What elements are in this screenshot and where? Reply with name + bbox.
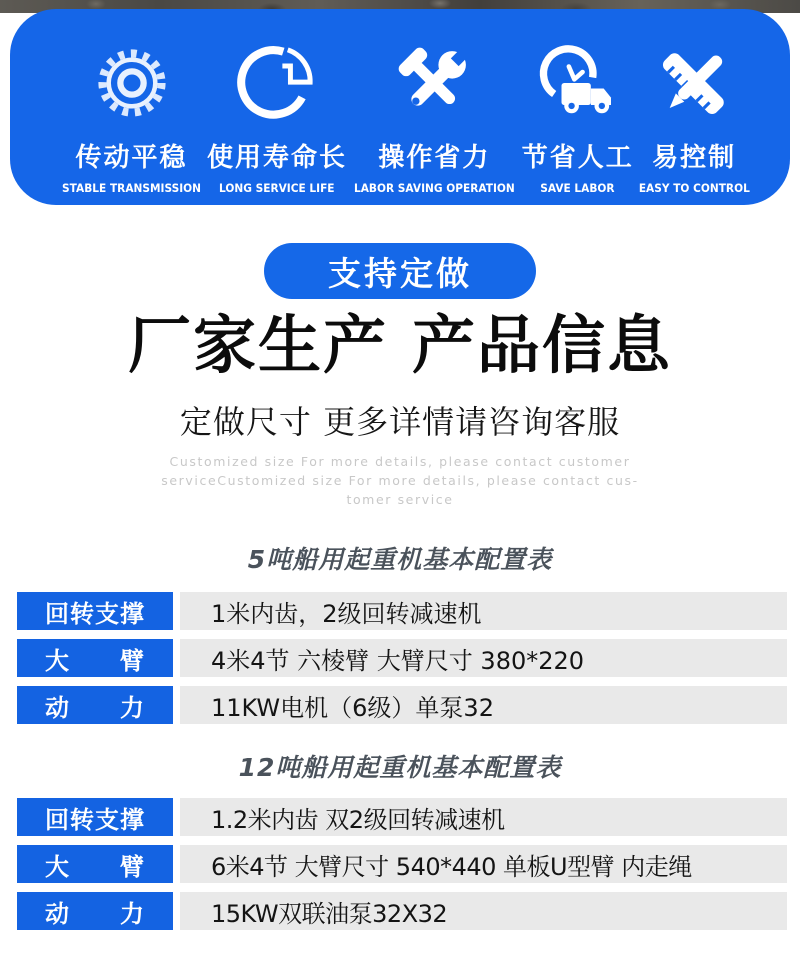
pie-chart-icon <box>234 41 320 125</box>
spec-table-5t <box>0 592 800 724</box>
table-row <box>17 845 787 883</box>
feature-save-labor <box>522 41 634 195</box>
table-title-12t: 12吨船用起重机基本配置表 <box>238 753 562 783</box>
feature-subtitle: LABOR SAVING OPERATION <box>354 181 515 195</box>
row-label: 回转支撑 <box>17 798 173 836</box>
feature-easy-to-control <box>634 41 755 195</box>
row-value: 6米4节 大臂尺寸 540*440 单板U型臂 内走绳 <box>180 845 787 883</box>
spec-table-12t <box>0 798 800 930</box>
features-banner <box>10 9 790 205</box>
table-row <box>17 892 787 930</box>
row-label: 大 臂 <box>17 639 173 677</box>
row-label: 大 臂 <box>17 845 173 883</box>
note-line: serviceCustomized size For more details, please contact cus- <box>161 473 639 489</box>
feature-subtitle: SAVE LABOR <box>540 181 615 195</box>
table-row <box>17 686 787 724</box>
feature-title: 传动平稳 <box>75 143 188 173</box>
row-value: 1.2米内齿 双2级回转减速机 <box>180 798 787 836</box>
table-row <box>17 592 787 630</box>
row-value: 15KW双联油泵32X32 <box>180 892 787 930</box>
row-value: 1米内齿，2级回转减速机 <box>180 592 787 630</box>
feature-labor-saving <box>347 41 522 195</box>
ruler-pen-icon <box>650 41 738 125</box>
truck-clock-icon <box>534 41 622 125</box>
tools-icon <box>390 41 478 125</box>
note-line: Customized size For more details, please contact customer <box>169 454 631 470</box>
feature-long-service-life <box>207 41 347 195</box>
table-row <box>17 798 787 836</box>
feature-title: 节省人工 <box>521 143 634 173</box>
feature-title: 操作省力 <box>378 143 491 173</box>
row-label: 回转支撑 <box>17 592 173 630</box>
feature-title: 使用寿命长 <box>207 143 348 173</box>
feature-stable-transmission <box>56 41 207 195</box>
row-value: 4米4节 六棱臂 大臂尺寸 380*220 <box>180 639 787 677</box>
page-subtitle: 定做尺寸 更多详情请咨询客服 <box>179 403 621 442</box>
row-value: 11KW电机（6级）单泵32 <box>180 686 787 724</box>
row-label: 动 力 <box>17 892 173 930</box>
gear-icon <box>89 41 175 125</box>
row-label: 动 力 <box>17 686 173 724</box>
feature-subtitle: EASY TO CONTROL <box>638 181 750 195</box>
feature-subtitle: STABLE TRANSMISSION <box>62 181 202 195</box>
table-title-5t: 5吨船用起重机基本配置表 <box>247 545 553 575</box>
note-line: tomer service <box>346 492 454 508</box>
feature-title: 易控制 <box>652 143 737 173</box>
page-title: 厂家生产 产品信息 <box>128 309 672 382</box>
table-row <box>17 639 787 677</box>
customization-badge: 支持定做 <box>264 243 536 299</box>
feature-subtitle: LONG SERVICE LIFE <box>219 181 335 195</box>
customer-service-note <box>0 452 800 509</box>
